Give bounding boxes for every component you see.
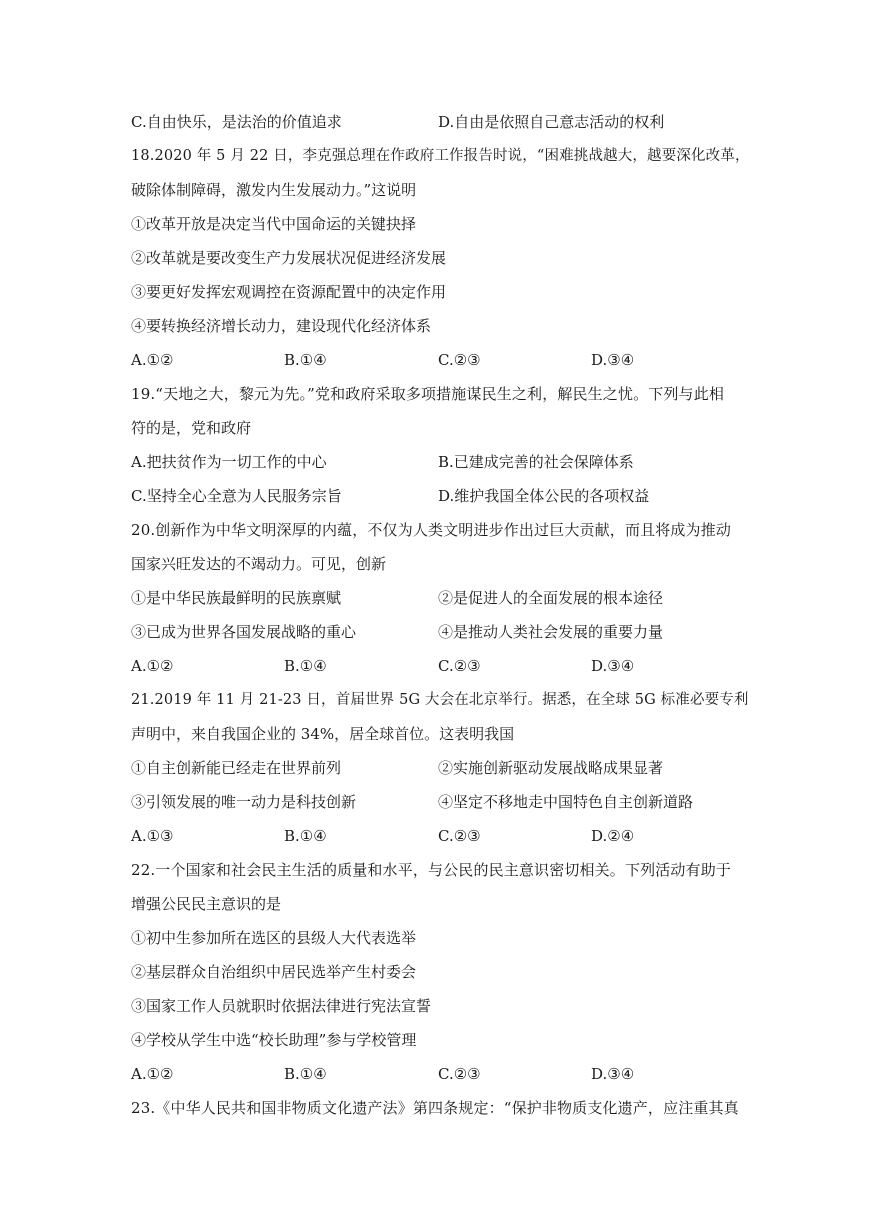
- q23-stem-line-1: 23.《中华人民共和国非物质文化遗产法》第四条规定：“保护非物质支化遗产，应注重其真: [131, 1099, 739, 1117]
- q19-option-a: A.把扶贫作为一切工作的中心: [131, 453, 327, 471]
- q19-option-b: B.已建成完善的社会保障体系: [438, 453, 634, 471]
- q21-option-c: C.②③: [438, 827, 481, 845]
- q22-stem-line-2: 增强公民民主意识的是: [131, 895, 282, 913]
- q21-option-d: D.②④: [591, 827, 635, 845]
- q18-option-b: B.①④: [284, 351, 327, 369]
- q19-stem-line-1: 19.“天地之大，黎元为先。”党和政府采取多项措施谋民生之利，解民生之忧。下列与此相: [131, 385, 724, 403]
- q18-item-4: ④要转换经济增长动力，建设现代化经济体系: [131, 317, 432, 335]
- q19-option-d: D.维护我国全体公民的各项权益: [438, 487, 650, 505]
- q18-option-d: D.③④: [591, 351, 635, 369]
- q20-item-2: ②是促进人的全面发展的根本途径: [438, 589, 664, 607]
- q21-item-3: ③引领发展的唯一动力是科技创新: [131, 793, 357, 811]
- q21-stem-line-1: 21.2019 年 11 月 21-23 日，首届世界 5G 大会在北京举行。据悉，在全球 5G 标准必要专利: [131, 692, 749, 708]
- q22-item-4: ④学校从学生中选“校长助理”参与学校管理: [131, 1031, 417, 1049]
- q22-option-c: C.②③: [438, 1065, 481, 1083]
- q18-stem-line-2: 破除体制障碍，激发内生发展动力。”这说明: [131, 181, 417, 199]
- q20-option-c: C.②③: [438, 657, 481, 675]
- q22-item-2: ②基层群众自治组织中居民选举产生村委会: [131, 963, 417, 981]
- q20-option-b: B.①④: [284, 657, 327, 675]
- q21-option-b: B.①④: [284, 827, 327, 845]
- q17-option-d: D.自由是依照自己意志活动的权利: [438, 113, 665, 131]
- q20-stem-line-2: 国家兴旺发达的不竭动力。可见，创新: [131, 555, 387, 573]
- q19-option-c: C.坚持全心全意为人民服务宗旨: [131, 487, 342, 505]
- q18-item-1: ①改革开放是决定当代中国命运的关键抉择: [131, 215, 417, 233]
- q22-stem-line-1: 22.一个国家和社会民主生活的质量和水平，与公民的民主意识密切相关。下列活动有助于: [131, 861, 732, 879]
- q22-item-1: ①初中生参加所在选区的县级人大代表选举: [131, 929, 417, 947]
- q21-stem-line-2: 声明中，来自我国企业的 34%，居全球首位。这表明我国: [131, 725, 515, 743]
- q21-item-4: ④坚定不移地走中国特色自主创新道路: [438, 793, 694, 811]
- q20-item-4: ④是推动人类社会发展的重要力量: [438, 623, 664, 641]
- q21-item-1: ①自主创新能已经走在世界前列: [131, 759, 342, 777]
- q20-option-d: D.③④: [591, 657, 635, 675]
- q18-item-2: ②改革就是要改变生产力发展状况促进经济发展: [131, 249, 447, 267]
- q21-option-a: A.①③: [131, 827, 174, 845]
- q22-option-d: D.③④: [591, 1065, 635, 1083]
- q18-stem-line-1: 18.2020 年 5 月 22 日，李克强总理在作政府工作报告时说，“困难挑战越大，越要深化改革，: [131, 148, 750, 164]
- q18-option-a: A.①②: [131, 351, 174, 369]
- q21-item-2: ②实施创新驱动发展战略成果显著: [438, 759, 664, 777]
- q17-option-c: C.自由快乐，是法治的价值追求: [131, 113, 342, 131]
- q22-option-b: B.①④: [284, 1065, 327, 1083]
- q18-item-3: ③要更好发挥宏观调控在资源配置中的决定作用: [131, 283, 447, 301]
- q22-item-3: ③国家工作人员就职时依据法律进行宪法宣誓: [131, 997, 432, 1015]
- q20-item-3: ③已成为世界各国发展战略的重心: [131, 623, 357, 641]
- q19-stem-line-2: 符的是，党和政府: [131, 419, 252, 437]
- q20-option-a: A.①②: [131, 657, 174, 675]
- q20-stem-line-1: 20.创新作为中华文明深厚的内蕴，不仅为人类文明进步作出过巨大贡献，而且将成为推动: [131, 521, 732, 539]
- q22-option-a: A.①②: [131, 1065, 174, 1083]
- q20-item-1: ①是中华民族最鲜明的民族禀赋: [131, 589, 342, 607]
- q18-option-c: C.②③: [438, 351, 481, 369]
